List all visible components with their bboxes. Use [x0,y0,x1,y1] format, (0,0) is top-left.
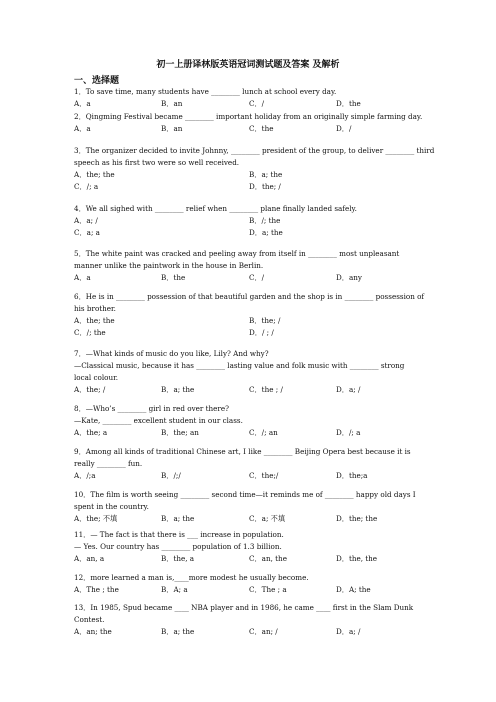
option-d[interactable]: D．the;a [336,471,368,480]
option-b[interactable]: B．/;/ [161,471,181,480]
option-b[interactable]: B．the [161,273,186,282]
question-stem-cont: spent in the country. [74,502,149,511]
option-c[interactable]: C．the [249,124,274,133]
option-a[interactable]: A．a; / [74,216,98,225]
question-stem: 11．— The fact is that there is ___ increase in population. [74,530,284,539]
option-b[interactable]: B．the; / [249,316,281,325]
options-row [74,626,424,638]
question-stem: 12．more learned a man is,____more modest he usually become. [74,573,309,582]
option-d[interactable]: D．the [336,99,361,108]
option-c[interactable]: C．/; the [74,328,106,337]
options-row [74,98,424,110]
question-stem: 7．—What kinds of music do you like, Lily? And why? [74,349,269,358]
question-stem: 9．Among all kinds of traditional Chinese art, I like ________ Beijing Opera best because it is [74,447,411,456]
question-11 [74,529,424,565]
question-13 [74,602,424,638]
option-a[interactable]: A．the; a [74,428,108,437]
options-row [74,272,424,284]
question-stem-cont: really ________ fun. [74,459,143,468]
option-c[interactable]: C．a; 不填 [249,514,286,523]
question-stem: 10．The film is worth seeing ________ second time—it reminds me of ________ happy old days I [74,490,416,499]
option-b[interactable]: B．a; the [249,170,283,179]
option-c[interactable]: C．an, the [249,554,287,563]
question-9 [74,446,424,482]
option-a[interactable]: A．the; 不填 [74,514,118,523]
option-a[interactable]: A．the; the [74,316,115,325]
option-b[interactable]: B．/; the [249,216,281,225]
question-7 [74,348,424,396]
question-12 [74,572,424,596]
question-stem: 5．The white paint was cracked and peeling away from itself in ________ most unpleasant [74,249,400,258]
question-stem: 3．The organizer decided to invite Johnny, ________ president of the group, to deliver ________ third [74,146,435,155]
option-d[interactable]: D．a; / [336,385,361,394]
options-row [74,327,424,339]
option-b[interactable]: B．a; the [161,514,195,523]
option-c[interactable]: C．/ [249,99,265,108]
options-row [74,215,424,227]
options-row [74,470,424,482]
question-stem-cont: Contest. [74,615,105,624]
question-stem: 13．In 1985, Spud became ____ NBA player and in 1986, he came ____ first in the Slam Dunk [74,603,414,612]
option-c[interactable]: C．The ; a [249,585,287,594]
question-10 [74,489,424,525]
option-d[interactable]: D．/ ; / [249,328,274,337]
option-d[interactable]: D．a; the [249,228,283,237]
option-c[interactable]: C．a; a [74,228,100,237]
option-a[interactable]: A．The ; the [74,585,119,594]
question-stem: 4．We all sighed with ________ relief when ________ plane finally landed safely. [74,204,357,213]
question-stem: 8．—Who’s ________ girl in red over there? [74,404,229,413]
question-4 [74,203,424,239]
option-d[interactable]: D．the; / [249,182,281,191]
question-6 [74,291,424,339]
option-a[interactable]: A．a [74,124,91,133]
section-heading: 一、选择题 [74,76,120,86]
options-row [74,181,424,193]
question-stem-cont: speech as his first two were so well received. [74,158,240,167]
option-a[interactable]: A．a [74,273,91,282]
option-b[interactable]: B．the; an [161,428,199,437]
option-d[interactable]: D．A; the [336,585,371,594]
option-b[interactable]: B．an [161,99,183,108]
question-stem-cont: local colour. [74,373,119,382]
option-c[interactable]: C．an; / [249,627,278,636]
option-b[interactable]: B．A; a [161,585,188,594]
option-b[interactable]: B．the, a [161,554,195,563]
options-row [74,513,424,525]
option-c[interactable]: C．/; a [74,182,99,191]
options-row [74,384,424,396]
question-stem-cont: manner unlike the paintwork in the house in Berlin. [74,261,264,270]
option-a[interactable]: A．the; the [74,170,115,179]
question-stem: 1．To save time, many students have ________ lunch at school every day. [74,87,337,96]
question-2 [74,111,424,135]
options-row [74,169,424,181]
options-row [74,427,424,439]
option-a[interactable]: A．an, a [74,554,105,563]
option-a[interactable]: A．/;a [74,471,96,480]
question-stem-cont: — Yes. Our country has ________ population of 1.3 billion. [74,542,282,551]
option-c[interactable]: C．the ; / [249,385,283,394]
option-c[interactable]: C．/ [249,273,265,282]
question-stem-cont: —Classical music, because it has ________ lasting value and folk music with ________ strong [74,361,405,370]
page-title: 初一上册译林版英语冠词测试题及答案 及解析 [156,60,340,70]
option-d[interactable]: D．any [336,273,362,282]
option-d[interactable]: D．/ [336,124,352,133]
question-1 [74,86,424,110]
option-d[interactable]: D．/; a [336,428,361,437]
option-b[interactable]: B．a; the [161,627,195,636]
option-b[interactable]: B．an [161,124,183,133]
option-c[interactable]: C．/; an [249,428,278,437]
question-3 [74,145,435,193]
question-stem: 6．He is in ________ possession of that beautiful garden and the shop is in ________ possession of [74,292,425,301]
options-row [74,315,424,327]
option-b[interactable]: B．a; the [161,385,195,394]
question-stem: 2．Qingming Festival became ________ important holiday from an originally simple farming day. [74,112,423,121]
question-8 [74,403,424,439]
question-stem-cont: his brother. [74,304,116,313]
option-a[interactable]: A．the; / [74,385,106,394]
option-d[interactable]: D．a; / [336,627,361,636]
option-c[interactable]: C．the;/ [249,471,279,480]
question-5 [74,248,424,284]
options-row [74,584,424,596]
options-row [74,123,424,135]
option-d[interactable]: D．the, the [336,554,378,563]
option-d[interactable]: D．the; the [336,514,378,523]
options-row [74,227,424,239]
question-stem-cont: —Kate, ________ excellent student in our class. [74,416,243,425]
option-a[interactable]: A．an; the [74,627,112,636]
options-row [74,553,424,565]
option-a[interactable]: A．a [74,99,91,108]
